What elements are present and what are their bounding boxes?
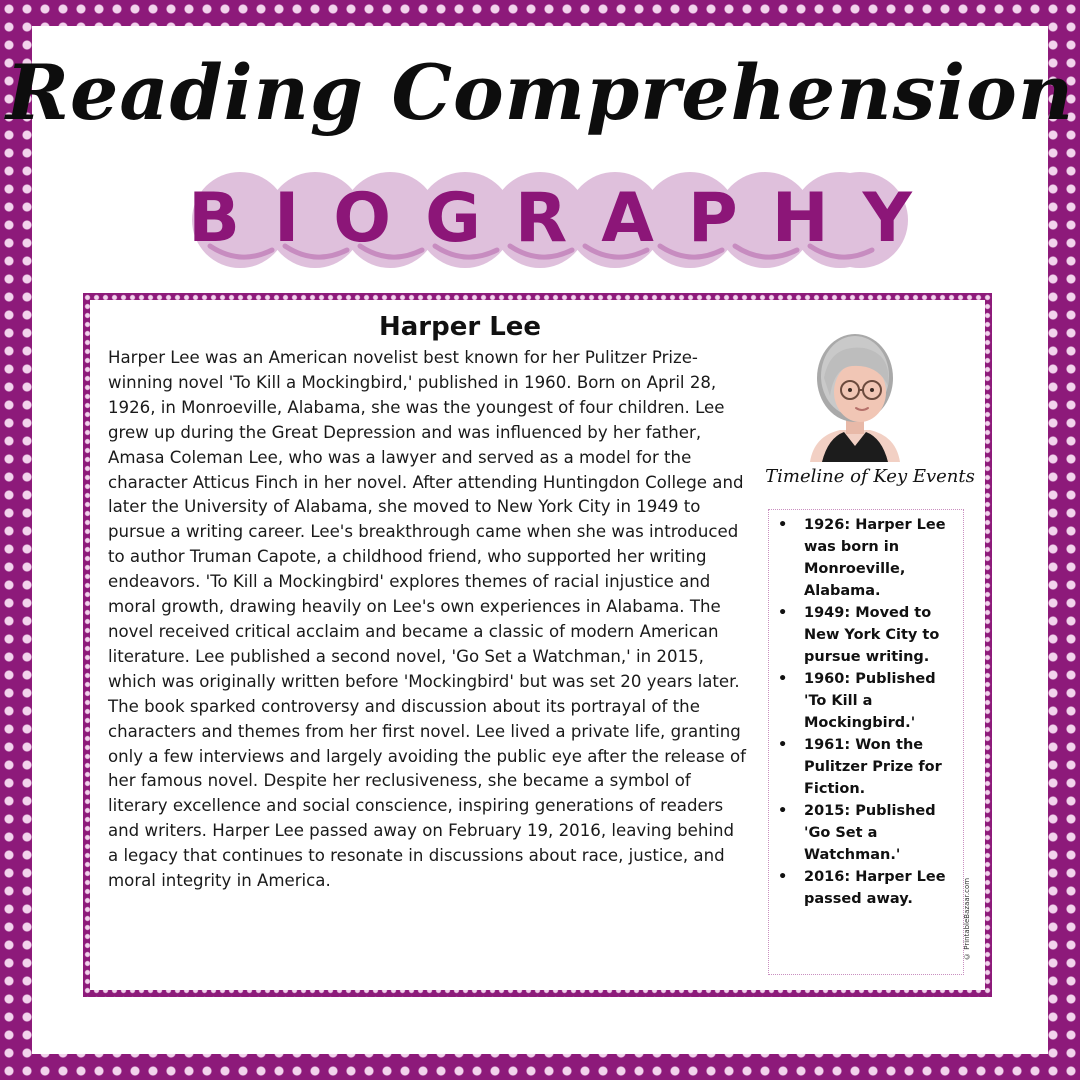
timeline-item-text: 2016: Harper Lee passed away. <box>804 869 946 907</box>
timeline-item-text: 1949: Moved to New York City to pursue writing. <box>804 605 940 665</box>
timeline-list <box>778 514 956 910</box>
bullet-icon: • <box>778 737 788 753</box>
timeline-heading: Timeline of Key Events <box>765 466 975 487</box>
bullet-icon: • <box>778 803 788 819</box>
bullet-icon: • <box>778 517 788 533</box>
timeline-item-text: 2015: Published 'Go Set a Watchman.' <box>804 803 936 863</box>
timeline-item-text: 1926: Harper Lee was born in Monroeville, Alabama. <box>804 517 946 599</box>
timeline-item-text: 1960: Published 'To Kill a Mockingbird.' <box>804 671 936 731</box>
biography-text: Harper Lee was an American novelist best known for her Pulitzer Prize-winning novel 'To Kill a Mockingbird,' published in 1960. Born on April 28, 1926, in Monroeville, Alabama, she was the youngest of four children. Lee grew up during the Great Depression and was influenced by her father, Amasa Coleman Lee, who was a lawyer and served as a model for the character Atticus Finch in her novel. After attending Huntingdon College and later the University of Alabama, she moved to New York City in 1949 to pursue a writing career. Lee's breakthrough came when she was introduced to author Truman Capote, a childhood friend, who supported her writing endeavors. 'To Kill a Mockingbird' explores themes of racial injustice and moral growth, drawing heavily on Lee's own experiences in Alabama. The novel received critical acclaim and became a classic of modern American literature. Lee published a second novel, 'Go Set a Watchman,' in 2015, which was originally written before 'Mockingbird' but was set 20 years later. The book sparked controversy and discussion about its portrayal of the characters and themes from her first novel. Lee lived a private life, granting only a few interviews and largely avoiding the public eye after the release of her famous novel. Despite her reclusiveness, she became a symbol of literary excellence and social conscience, inspiring generations of readers and writers. Harper Lee passed away on February 19, 2016, leaving behind a legacy that continues to resonate in discussions about race, justice, and moral integrity in America. <box>108 348 747 891</box>
page-title: Reading Comprehension <box>5 48 1075 137</box>
bullet-icon: • <box>778 869 788 885</box>
biography-banner: BIOGRAPHY <box>188 178 946 258</box>
timeline-item <box>778 734 956 800</box>
bullet-icon: • <box>778 605 788 621</box>
timeline-item <box>778 668 956 734</box>
timeline-item <box>778 602 956 668</box>
timeline-item <box>778 800 956 866</box>
timeline-item <box>778 866 956 910</box>
timeline-item <box>778 514 956 602</box>
timeline-item-text: 1961: Won the Pulitzer Prize for Fiction. <box>804 737 942 797</box>
subject-name: Harper Lee <box>378 312 542 342</box>
portrait-illustration <box>800 326 910 462</box>
bullet-icon: • <box>778 671 788 687</box>
copyright-credit: © PrintableBazaar.com <box>963 877 971 960</box>
